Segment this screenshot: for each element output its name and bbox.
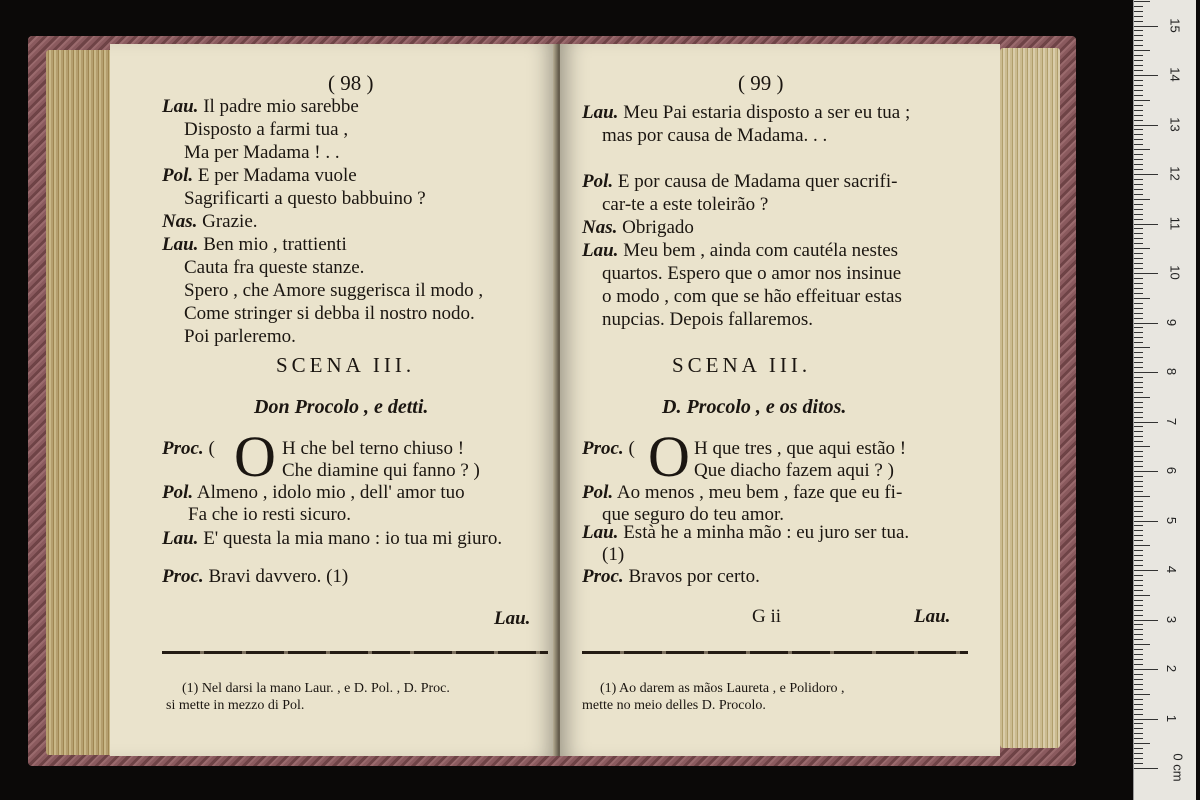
ruler-tick bbox=[1134, 699, 1143, 700]
ruler-tick bbox=[1134, 169, 1143, 170]
pol-text-2: Fa che io resti sicuro. bbox=[188, 504, 352, 525]
catchword: Lau. bbox=[914, 606, 951, 627]
ruler-tick bbox=[1134, 600, 1143, 601]
speaker: Proc. bbox=[582, 566, 624, 587]
ruler-tick bbox=[1134, 377, 1143, 378]
ruler-tick bbox=[1134, 100, 1150, 101]
ruler-tick bbox=[1134, 763, 1143, 764]
line-text: E por causa de Madama quer sacrifi- bbox=[613, 171, 898, 192]
ruler-tick bbox=[1134, 184, 1143, 185]
pol-text-2: que seguro do teu amor. bbox=[602, 504, 785, 525]
ruler-tick bbox=[1134, 466, 1143, 467]
pol-text-1: Almeno , idolo mio , dell' amor tuo bbox=[193, 482, 465, 503]
ruler-tick bbox=[1134, 669, 1158, 670]
ruler-number: 10 bbox=[1167, 265, 1183, 280]
ruler-tick bbox=[1134, 456, 1143, 457]
dialogue-line bbox=[602, 286, 902, 308]
speaker: Proc. bbox=[162, 438, 204, 459]
line-text: Meu Pai estaria disposto a ser eu tua ; bbox=[618, 102, 911, 123]
ruler-unit-label: 0 cm bbox=[1170, 753, 1186, 782]
ruler-tick bbox=[1134, 704, 1143, 705]
ruler-tick bbox=[1134, 689, 1143, 690]
dialogue-line bbox=[582, 171, 897, 193]
ruler-number: 12 bbox=[1167, 166, 1183, 181]
ruler-tick bbox=[1134, 674, 1143, 675]
ruler-tick bbox=[1134, 219, 1143, 220]
ruler-tick bbox=[1134, 189, 1143, 190]
ruler-tick bbox=[1134, 11, 1143, 12]
line-text: Poi parleremo. bbox=[184, 326, 296, 347]
footnote-rule bbox=[582, 651, 968, 654]
ruler-tick bbox=[1134, 95, 1143, 96]
ruler-tick bbox=[1134, 733, 1143, 734]
page-edges-right bbox=[1000, 48, 1060, 748]
ruler-tick bbox=[1134, 387, 1143, 388]
ruler-tick bbox=[1134, 639, 1143, 640]
dialogue-line bbox=[602, 309, 813, 331]
note-marker: (1) bbox=[602, 544, 625, 565]
footnote-1: (1) Ao darem as mãos Laureta , e Polidoro , bbox=[600, 681, 845, 696]
drop-cap: O bbox=[648, 424, 690, 489]
ruler-tick bbox=[1134, 26, 1158, 27]
ruler-tick bbox=[1134, 174, 1158, 175]
footnote-2: mette no meio delles D. Procolo. bbox=[582, 698, 766, 713]
proc2-line bbox=[162, 566, 348, 588]
ruler-tick bbox=[1134, 263, 1143, 264]
ruler-tick bbox=[1134, 45, 1143, 46]
ruler-tick bbox=[1134, 521, 1158, 522]
ruler-tick bbox=[1134, 511, 1143, 512]
ruler-tick bbox=[1134, 85, 1143, 86]
line-text: Obrigado bbox=[617, 217, 694, 238]
scene-subtitle: D. Procolo , e os ditos. bbox=[662, 396, 847, 418]
ruler-tick bbox=[1134, 149, 1150, 150]
speaker: Lau. bbox=[582, 240, 619, 261]
ruler-tick bbox=[1134, 50, 1150, 51]
ruler-tick bbox=[1134, 243, 1143, 244]
dialogue-line bbox=[184, 257, 364, 279]
line-text: Meu bem , ainda com cautéla nestes bbox=[618, 240, 899, 261]
dialogue-line bbox=[184, 119, 348, 141]
speaker: Proc. bbox=[582, 438, 624, 459]
proc2-line bbox=[582, 566, 760, 588]
dialogue-line bbox=[184, 142, 340, 164]
ruler-tick bbox=[1134, 313, 1143, 314]
ruler-number: 8 bbox=[1164, 367, 1180, 376]
dialogue-line bbox=[162, 211, 258, 233]
ruler-tick bbox=[1134, 615, 1143, 616]
ruler-tick bbox=[1134, 540, 1143, 541]
ruler-tick bbox=[1134, 397, 1150, 398]
ruler-tick bbox=[1134, 595, 1150, 596]
ruler-tick bbox=[1134, 545, 1150, 546]
scene-subtitle: Don Procolo , e detti. bbox=[254, 396, 429, 418]
ruler-tick bbox=[1134, 709, 1143, 710]
dialogue-line bbox=[602, 125, 827, 147]
ruler-tick bbox=[1134, 268, 1143, 269]
ruler-tick bbox=[1134, 199, 1150, 200]
signature-mark: G ii bbox=[752, 606, 782, 627]
speaker: Pol. bbox=[162, 165, 194, 186]
ruler-tick bbox=[1134, 372, 1158, 373]
ruler-tick bbox=[1134, 550, 1143, 551]
ruler-tick bbox=[1134, 6, 1143, 7]
ruler-tick bbox=[1134, 293, 1143, 294]
ruler-tick bbox=[1134, 233, 1143, 234]
line-text: o modo , com que se hão effeituar estas bbox=[602, 286, 902, 307]
pol-line bbox=[162, 482, 465, 504]
ruler-tick bbox=[1134, 283, 1143, 284]
ruler-tick bbox=[1134, 318, 1143, 319]
proc-line bbox=[162, 438, 215, 460]
ruler-tick bbox=[1134, 298, 1150, 299]
ruler-tick bbox=[1134, 224, 1158, 225]
ruler-tick bbox=[1134, 426, 1143, 427]
ruler-tick bbox=[1134, 21, 1143, 22]
ruler-number: 9 bbox=[1164, 318, 1180, 326]
ruler-number: 15 bbox=[1167, 17, 1183, 33]
ruler-tick bbox=[1134, 382, 1143, 383]
ruler-tick bbox=[1134, 684, 1143, 685]
ruler-tick bbox=[1134, 590, 1143, 591]
right-page bbox=[560, 44, 1000, 756]
ruler-tick bbox=[1134, 461, 1143, 462]
ruler-tick bbox=[1134, 332, 1143, 333]
ruler-tick bbox=[1134, 714, 1143, 715]
ruler-tick bbox=[1134, 209, 1143, 210]
ruler-tick bbox=[1134, 530, 1143, 531]
ruler-tick bbox=[1134, 402, 1143, 403]
ruler-number: 3 bbox=[1164, 615, 1180, 623]
line-text: Grazie. bbox=[197, 211, 258, 232]
footnote-1: (1) Nel darsi la mano Laur. , e D. Pol. , D. Proc. bbox=[182, 681, 450, 696]
proc-text-2: Che diamine qui fanno ? ) bbox=[282, 460, 480, 481]
ruler-tick bbox=[1134, 649, 1143, 650]
page-number: ( 99 ) bbox=[738, 71, 784, 95]
ruler-tick bbox=[1134, 125, 1158, 126]
scene-title: SCENA III. bbox=[672, 353, 812, 377]
ruler-number: 5 bbox=[1164, 516, 1180, 524]
ruler-tick bbox=[1134, 362, 1143, 363]
ruler-tick bbox=[1134, 610, 1143, 611]
speaker: Pol. bbox=[162, 482, 194, 503]
ruler-tick bbox=[1134, 422, 1158, 423]
speaker: Lau. bbox=[162, 234, 199, 255]
line-text: Ma per Madama ! . . bbox=[184, 142, 340, 163]
ruler-tick bbox=[1134, 303, 1143, 304]
ruler-tick bbox=[1134, 620, 1158, 621]
open-paren: ( bbox=[628, 438, 635, 459]
ruler-tick bbox=[1134, 634, 1143, 635]
ruler-tick bbox=[1134, 496, 1150, 497]
line-text: Ben mio , trattienti bbox=[198, 234, 347, 255]
speaker: Nas. bbox=[582, 217, 618, 238]
ruler-tick bbox=[1134, 248, 1150, 249]
catchword: Lau. bbox=[494, 608, 531, 629]
lau-line bbox=[582, 522, 909, 544]
ruler-tick bbox=[1134, 679, 1143, 680]
ruler-tick bbox=[1134, 580, 1143, 581]
ruler-tick bbox=[1134, 431, 1143, 432]
speaker: Nas. bbox=[162, 211, 198, 232]
line-text: Il padre mio sarebbe bbox=[198, 96, 359, 117]
ruler-tick bbox=[1134, 1, 1150, 2]
ruler-tick bbox=[1134, 555, 1143, 556]
ruler-tick bbox=[1134, 327, 1143, 328]
ruler-tick bbox=[1134, 723, 1143, 724]
ruler-tick bbox=[1134, 120, 1143, 121]
proc-line bbox=[582, 438, 635, 460]
ruler-tick bbox=[1134, 35, 1143, 36]
footnote-2: si mette in mezzo di Pol. bbox=[166, 698, 305, 713]
ruler-number: 2 bbox=[1164, 664, 1180, 673]
ruler-tick bbox=[1134, 525, 1143, 526]
ruler-tick bbox=[1134, 738, 1143, 739]
ruler-tick bbox=[1134, 70, 1143, 71]
ruler-tick bbox=[1134, 654, 1143, 655]
ruler-tick bbox=[1134, 90, 1143, 91]
footnote-rule bbox=[162, 651, 548, 654]
ruler-tick bbox=[1134, 204, 1143, 205]
ruler-tick bbox=[1134, 129, 1143, 130]
ruler-tick bbox=[1134, 55, 1143, 56]
ruler-tick bbox=[1134, 139, 1143, 140]
ruler-number: 4 bbox=[1164, 565, 1180, 574]
ruler-tick bbox=[1134, 367, 1143, 368]
ruler-tick bbox=[1134, 436, 1143, 437]
ruler-number: 6 bbox=[1164, 466, 1180, 475]
ruler-tick bbox=[1134, 694, 1150, 695]
ruler-tick bbox=[1134, 342, 1143, 343]
ruler-tick bbox=[1134, 288, 1143, 289]
speaker: Lau. bbox=[162, 528, 199, 549]
ruler-tick bbox=[1134, 753, 1143, 754]
ruler-tick bbox=[1134, 228, 1143, 229]
ruler-tick bbox=[1134, 323, 1158, 324]
lau-text: Està he a minha mão : eu juro ser tua. bbox=[618, 522, 910, 543]
dialogue-line bbox=[184, 280, 483, 302]
ruler-tick bbox=[1134, 486, 1143, 487]
line-text: Disposto a farmi tua , bbox=[184, 119, 349, 140]
ruler-tick bbox=[1134, 253, 1143, 254]
dialogue-line bbox=[184, 303, 475, 325]
drop-cap: O bbox=[234, 424, 276, 489]
ruler-tick bbox=[1134, 768, 1158, 769]
ruler-number: 11 bbox=[1167, 216, 1183, 230]
ruler-tick bbox=[1134, 159, 1143, 160]
ruler-tick bbox=[1134, 347, 1150, 348]
open-paren: ( bbox=[208, 438, 215, 459]
ruler-number: 14 bbox=[1167, 67, 1183, 82]
ruler-tick bbox=[1134, 407, 1143, 408]
ruler-tick bbox=[1134, 491, 1143, 492]
ruler-tick bbox=[1134, 516, 1143, 517]
ruler-tick bbox=[1134, 412, 1143, 413]
line-text: quartos. Espero que o amor nos insinue bbox=[602, 263, 902, 284]
ruler-tick bbox=[1134, 392, 1143, 393]
ruler-tick bbox=[1134, 134, 1143, 135]
ruler-tick bbox=[1134, 164, 1143, 165]
ruler-tick bbox=[1134, 560, 1143, 561]
proc2-text: Bravos por certo. bbox=[623, 566, 760, 587]
ruler-tick bbox=[1134, 664, 1143, 665]
pol-text-1: Ao menos , meu bem , faze que eu fi- bbox=[613, 482, 903, 503]
ruler-tick bbox=[1134, 758, 1143, 759]
ruler-tick bbox=[1134, 441, 1143, 442]
ruler-tick bbox=[1134, 154, 1143, 155]
speaker: Pol. bbox=[582, 482, 614, 503]
ruler-tick bbox=[1134, 605, 1143, 606]
ruler-tick bbox=[1134, 506, 1143, 507]
ruler-tick bbox=[1134, 258, 1143, 259]
dialogue-line bbox=[162, 96, 359, 118]
ruler-tick bbox=[1134, 728, 1143, 729]
ruler-number: 7 bbox=[1164, 417, 1180, 425]
dialogue-line bbox=[162, 234, 347, 256]
line-text: Spero , che Amore suggerisca il modo , bbox=[184, 280, 484, 301]
dialogue-line bbox=[602, 263, 901, 285]
ruler-tick bbox=[1134, 65, 1143, 66]
ruler-tick bbox=[1134, 446, 1150, 447]
ruler-tick bbox=[1134, 238, 1143, 239]
ruler-tick bbox=[1134, 481, 1143, 482]
ruler-tick bbox=[1134, 629, 1143, 630]
ruler-tick bbox=[1134, 115, 1143, 116]
proc-text-1: H che bel terno chiuso ! bbox=[282, 438, 465, 459]
ruler-tick bbox=[1134, 214, 1143, 215]
line-text: car-te a este toleirão ? bbox=[602, 194, 769, 215]
lau-text: E' questa la mia mano : io tua mi giuro. bbox=[198, 528, 503, 549]
ruler-tick bbox=[1134, 194, 1143, 195]
line-text: Cauta fra queste stanze. bbox=[184, 257, 365, 278]
ruler-tick bbox=[1134, 352, 1143, 353]
ruler-tick bbox=[1134, 105, 1143, 106]
scene-title: SCENA III. bbox=[276, 353, 416, 377]
proc2-text: Bravi davvero. (1) bbox=[203, 566, 349, 587]
dialogue-line bbox=[184, 326, 296, 348]
dialogue-line bbox=[582, 217, 694, 239]
speaker: Lau. bbox=[582, 102, 619, 123]
ruler-tick bbox=[1134, 476, 1143, 477]
proc-text-1: H que tres , que aqui estão ! bbox=[694, 438, 907, 459]
dialogue-line bbox=[582, 102, 910, 124]
ruler-tick bbox=[1134, 451, 1143, 452]
speaker: Proc. bbox=[162, 566, 204, 587]
ruler-tick bbox=[1134, 565, 1143, 566]
dialogue-line bbox=[582, 240, 898, 262]
page-number: ( 98 ) bbox=[328, 71, 374, 95]
speaker: Lau. bbox=[162, 96, 199, 117]
ruler-tick bbox=[1134, 278, 1143, 279]
ruler-tick bbox=[1134, 535, 1143, 536]
line-text: mas por causa de Madama. . . bbox=[602, 125, 828, 146]
ruler-tick bbox=[1134, 748, 1143, 749]
line-text: Come stringer si debba il nostro nodo. bbox=[184, 303, 475, 324]
ruler-tick bbox=[1134, 308, 1143, 309]
speaker: Pol. bbox=[582, 171, 614, 192]
ruler-tick bbox=[1134, 570, 1158, 571]
ruler-tick bbox=[1134, 60, 1143, 61]
dialogue-line bbox=[602, 194, 768, 216]
ruler-tick bbox=[1134, 110, 1143, 111]
line-text: nupcias. Depois fallaremos. bbox=[602, 309, 814, 330]
dialogue-line bbox=[184, 188, 426, 210]
ruler-tick bbox=[1134, 417, 1143, 418]
line-text: Sagrificarti a questo babbuino ? bbox=[184, 188, 426, 209]
ruler-tick bbox=[1134, 144, 1143, 145]
ruler-number: 13 bbox=[1167, 116, 1183, 132]
proc-text-2: Que diacho fazem aqui ? ) bbox=[694, 460, 894, 481]
left-page bbox=[110, 44, 556, 756]
ruler-number: 1 bbox=[1164, 714, 1180, 722]
pol-line bbox=[582, 482, 902, 504]
ruler-tick bbox=[1134, 16, 1143, 17]
ruler-tick bbox=[1134, 575, 1143, 576]
ruler-tick bbox=[1134, 75, 1158, 76]
ruler-tick bbox=[1134, 501, 1143, 502]
ruler-tick bbox=[1134, 30, 1143, 31]
ruler-tick bbox=[1134, 471, 1158, 472]
ruler-tick bbox=[1134, 80, 1143, 81]
ruler-tick bbox=[1134, 357, 1143, 358]
ruler-tick bbox=[1134, 624, 1143, 625]
ruler-tick bbox=[1134, 644, 1150, 645]
ruler-tick bbox=[1134, 179, 1143, 180]
ruler-tick bbox=[1134, 337, 1143, 338]
ruler-tick bbox=[1134, 40, 1143, 41]
ruler-tick bbox=[1134, 273, 1158, 274]
ruler-tick bbox=[1134, 743, 1150, 744]
line-text: E per Madama vuole bbox=[193, 165, 357, 186]
speaker: Lau. bbox=[582, 522, 619, 543]
dialogue-line bbox=[162, 165, 357, 187]
lau-line bbox=[162, 528, 502, 550]
ruler-tick bbox=[1134, 585, 1143, 586]
ruler-tick bbox=[1134, 659, 1143, 660]
ruler-tick bbox=[1134, 719, 1158, 720]
measurement-ruler bbox=[1133, 0, 1196, 800]
